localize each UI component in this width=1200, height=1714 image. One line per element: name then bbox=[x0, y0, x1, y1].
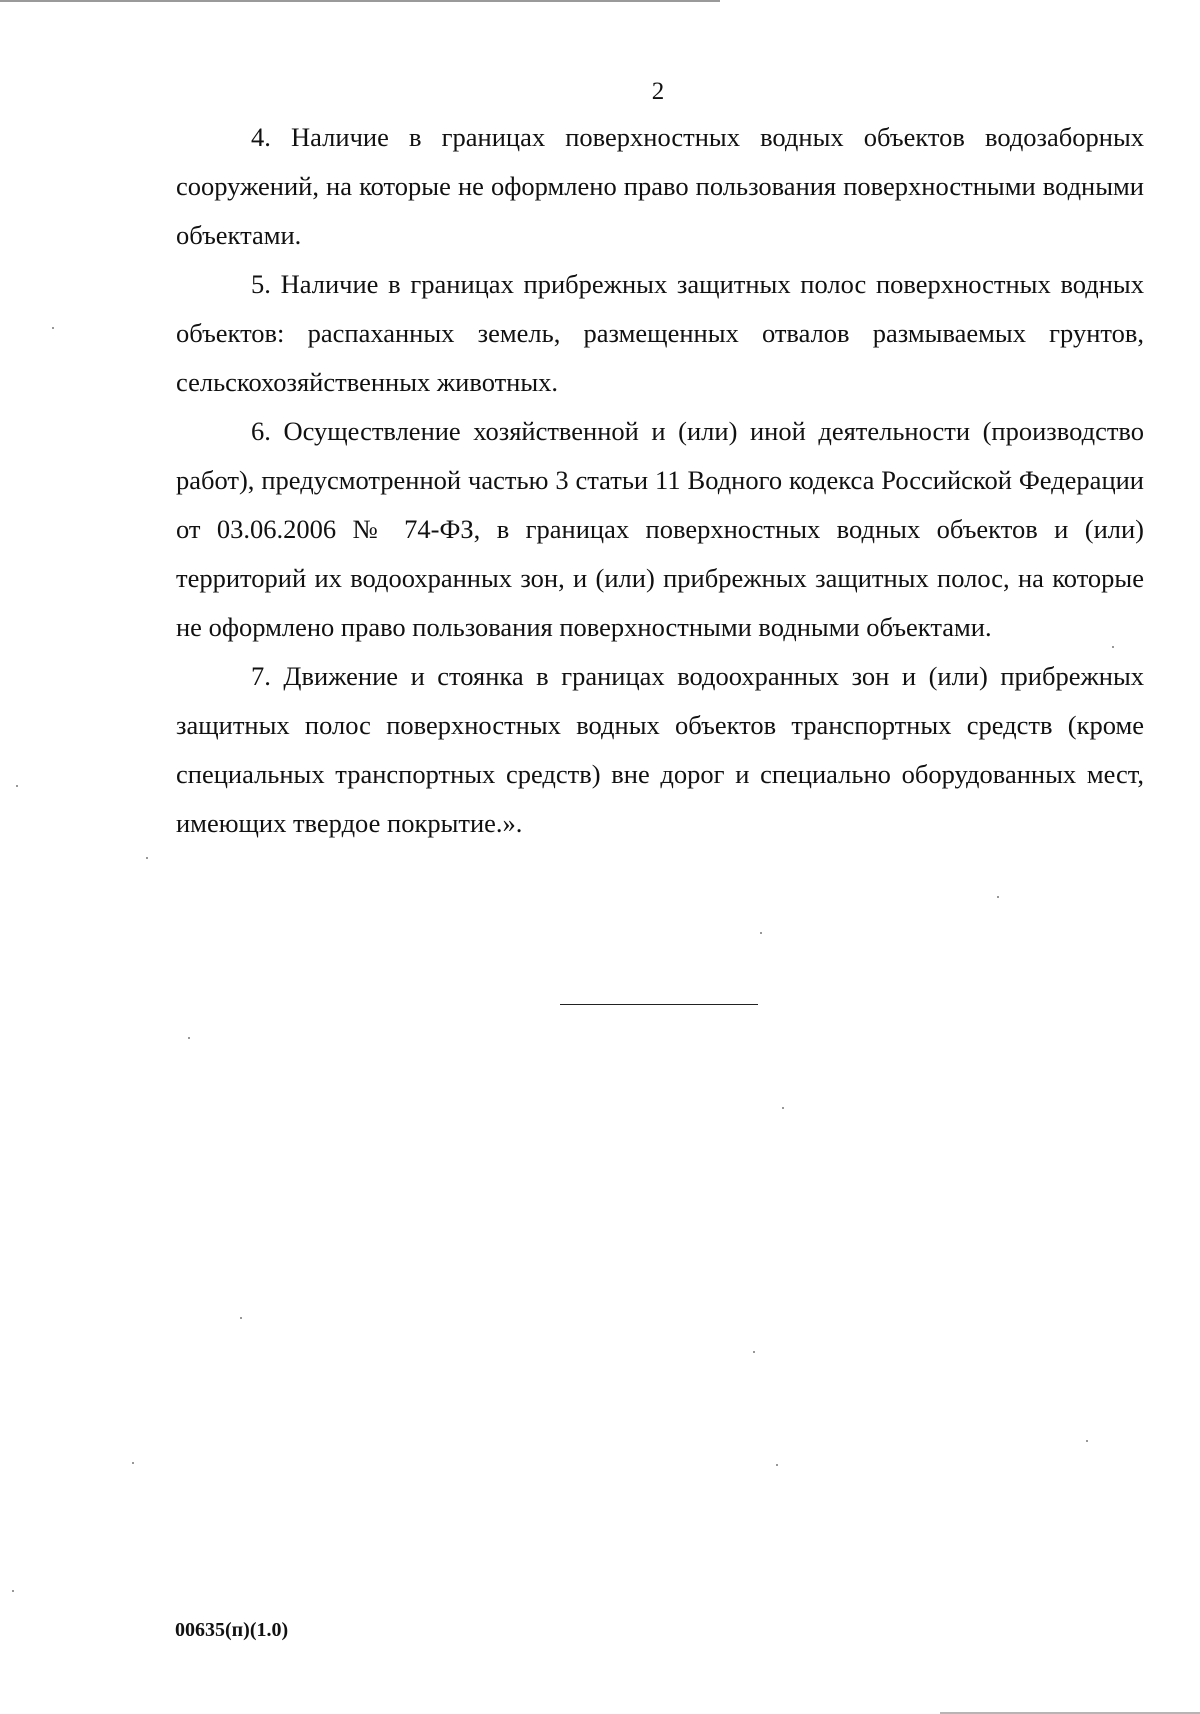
scan-speck bbox=[52, 327, 54, 329]
document-body bbox=[176, 113, 1144, 848]
scan-edge-top bbox=[0, 0, 720, 2]
scan-speck bbox=[240, 1317, 242, 1319]
scan-speck bbox=[146, 857, 148, 859]
scan-speck bbox=[760, 932, 762, 934]
scan-speck bbox=[776, 1464, 778, 1466]
scan-speck bbox=[782, 1107, 784, 1109]
paragraph-item-7: 7. Движение и стоянка в границах водоохранных зон и (или) прибрежных защитных полос поверхностных водных объектов транспортных средств (кроме специальных транспортных средств) вне дорог и специально оборудованных мест, имеющих твердое покрытие.». bbox=[176, 661, 1144, 838]
scan-speck bbox=[12, 1590, 14, 1592]
paragraph-item-6: 6. Осуществление хозяйственной и (или) иной деятельности (производство работ), предусмотренной частью 3 статьи 11 Водного кодекса Российской Федерации от 03.06.2006 № 74-ФЗ, в границах поверхностных водных объектов и (или) территорий их водоохранных зон, и (или) прибрежных защитных полос, на которые не оформлено право пользования поверхностными водными объектами. bbox=[176, 416, 1144, 642]
page-number: 2 bbox=[651, 78, 665, 105]
scan-speck bbox=[188, 1037, 190, 1039]
scan-speck bbox=[997, 896, 999, 898]
scan-speck bbox=[1086, 1440, 1088, 1442]
scan-speck bbox=[132, 1462, 134, 1464]
scan-speck bbox=[753, 1351, 755, 1353]
document-code: 00635(п)(1.0) bbox=[175, 1619, 289, 1641]
paragraph-item-5: 5. Наличие в границах прибрежных защитных полос поверхностных водных объектов: распаханных земель, размещенных отвалов размываемых грунтов, сельскохозяйственных животных. bbox=[176, 269, 1144, 397]
end-divider-line bbox=[560, 1004, 758, 1005]
scan-speck bbox=[16, 785, 18, 787]
scan-speck bbox=[1112, 646, 1114, 648]
paragraph-item-4: 4. Наличие в границах поверхностных водных объектов водозаборных сооружений, на которые не оформлено право пользования поверхностными водными объектами. bbox=[176, 122, 1144, 250]
